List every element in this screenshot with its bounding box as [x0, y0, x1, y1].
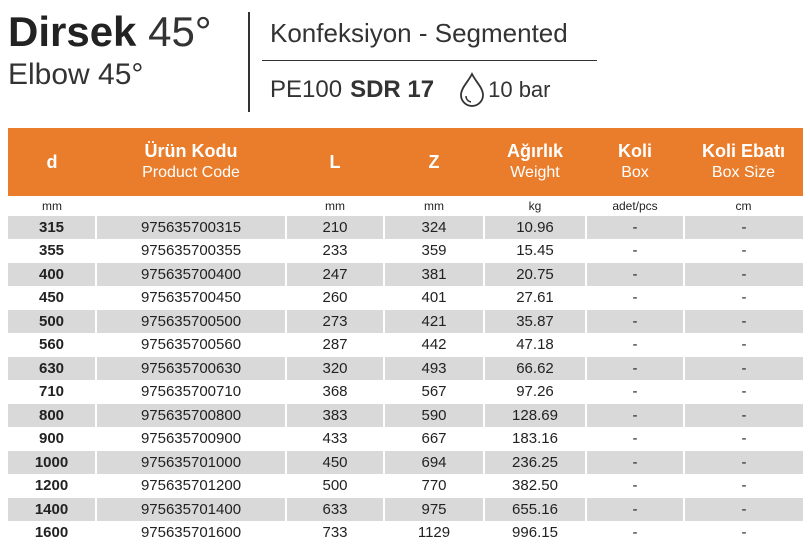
table-cell: 35.87 [484, 310, 586, 334]
col-header-box-size: Koli Ebatı Box Size [684, 128, 803, 196]
unit-cell: adet/pcs [586, 196, 684, 216]
table-cell: 355 [8, 239, 96, 263]
table-cell: 66.62 [484, 357, 586, 381]
table-cell: - [586, 357, 684, 381]
unit-cell: cm [684, 196, 803, 216]
table-cell: 975635701000 [96, 451, 286, 475]
table-cell: - [684, 521, 803, 545]
table-cell: 381 [384, 263, 484, 287]
table-row [8, 216, 803, 240]
table-cell: 770 [384, 474, 484, 498]
table-cell: 975635700630 [96, 357, 286, 381]
table-cell: 236.25 [484, 451, 586, 475]
table-row [8, 404, 803, 428]
table-cell: 1400 [8, 498, 96, 522]
table-cell: 975635700400 [96, 263, 286, 287]
table-cell: - [586, 498, 684, 522]
table-cell: 975635700355 [96, 239, 286, 263]
table-cell: 287 [286, 333, 384, 357]
table-cell: - [684, 239, 803, 263]
table-row [8, 521, 803, 545]
unit-cell: kg [484, 196, 586, 216]
table-cell: - [586, 286, 684, 310]
table-cell: 10.96 [484, 216, 586, 240]
table-cell: 975635700315 [96, 216, 286, 240]
table-cell: 633 [286, 498, 384, 522]
table-cell: 1600 [8, 521, 96, 545]
table-row [8, 239, 803, 263]
table-cell: - [684, 286, 803, 310]
table-cell: - [684, 263, 803, 287]
table-cell: 183.16 [484, 427, 586, 451]
table-cell: - [684, 404, 803, 428]
table-cell: 401 [384, 286, 484, 310]
col-header-box: Koli Box [586, 128, 684, 196]
table-cell: 273 [286, 310, 384, 334]
table-cell: 128.69 [484, 404, 586, 428]
divider-horizontal [262, 60, 597, 61]
col-header-l: L [286, 128, 384, 196]
table-row [8, 357, 803, 381]
table-cell: 975635701400 [96, 498, 286, 522]
col-header-z: Z [384, 128, 484, 196]
table-cell: - [586, 263, 684, 287]
table-row [8, 333, 803, 357]
table-cell: 800 [8, 404, 96, 428]
table-cell: 442 [384, 333, 484, 357]
col-header-weight: Ağırlık Weight [484, 128, 586, 196]
material-label: PE100 [270, 76, 343, 103]
page-subtitle: Elbow 45° [8, 58, 144, 91]
table-cell: 97.26 [484, 380, 586, 404]
table-cell: 560 [8, 333, 96, 357]
page-title [8, 10, 212, 54]
table-cell: 247 [286, 263, 384, 287]
table-cell: 975635701200 [96, 474, 286, 498]
table-cell: 500 [286, 474, 384, 498]
table-cell: 400 [8, 263, 96, 287]
table-cell: 260 [286, 286, 384, 310]
table-cell: - [684, 333, 803, 357]
table-cell: 368 [286, 380, 384, 404]
table-cell: 315 [8, 216, 96, 240]
table-row [8, 451, 803, 475]
col-header-product-code: Ürün Kodu Product Code [96, 128, 286, 196]
divider-vertical [248, 12, 250, 112]
table-cell: - [586, 451, 684, 475]
table-cell: 433 [286, 427, 384, 451]
table-cell: 450 [8, 286, 96, 310]
table-cell: 210 [286, 216, 384, 240]
table-cell: - [586, 216, 684, 240]
table-row [8, 263, 803, 287]
table-cell: 233 [286, 239, 384, 263]
title-block [8, 10, 212, 92]
table-row [8, 380, 803, 404]
table-cell: 47.18 [484, 333, 586, 357]
table-cell: 383 [286, 404, 384, 428]
table-cell: - [586, 427, 684, 451]
table-cell: 733 [286, 521, 384, 545]
table-cell: - [684, 427, 803, 451]
table-cell: 710 [8, 380, 96, 404]
table-cell: - [586, 239, 684, 263]
table-cell: 975635700800 [96, 404, 286, 428]
title-bold: Dirsek [8, 8, 137, 55]
table-cell: - [684, 216, 803, 240]
table-header-row [8, 128, 803, 196]
spec-line [270, 72, 551, 108]
table-cell: 975635700500 [96, 310, 286, 334]
table-cell: - [684, 451, 803, 475]
table-cell: 567 [384, 380, 484, 404]
product-table [8, 128, 803, 545]
table-cell: 1200 [8, 474, 96, 498]
table-cell: 20.75 [484, 263, 586, 287]
table-cell: - [684, 474, 803, 498]
table-cell: 493 [384, 357, 484, 381]
table-row [8, 498, 803, 522]
table-cell: - [684, 357, 803, 381]
table-cell: - [684, 380, 803, 404]
table-cell: 382.50 [484, 474, 586, 498]
table-cell: 450 [286, 451, 384, 475]
table-cell: 1000 [8, 451, 96, 475]
table-cell: 630 [8, 357, 96, 381]
table-cell: 694 [384, 451, 484, 475]
unit-cell: mm [384, 196, 484, 216]
table-cell: 655.16 [484, 498, 586, 522]
konfeksiyon-label: Konfeksiyon - Segmented [270, 18, 568, 48]
table-cell: 1129 [384, 521, 484, 545]
table-cell: 975 [384, 498, 484, 522]
col-header-d: d [8, 128, 96, 196]
table-cell: 320 [286, 357, 384, 381]
table-cell: - [586, 380, 684, 404]
table-cell: - [586, 474, 684, 498]
table-cell: 975635700900 [96, 427, 286, 451]
table-cell: 975635701600 [96, 521, 286, 545]
table-cell: 900 [8, 427, 96, 451]
table-row [8, 310, 803, 334]
table-cell: 975635700450 [96, 286, 286, 310]
table-cell: 15.45 [484, 239, 586, 263]
sdr-label: SDR 17 [350, 76, 435, 103]
table-cell: 996.15 [484, 521, 586, 545]
table-row [8, 427, 803, 451]
table-cell: - [684, 498, 803, 522]
table-cell: - [684, 310, 803, 334]
drop-icon [458, 72, 486, 108]
pressure-label: 10 bar [488, 77, 551, 102]
table-cell: 975635700560 [96, 333, 286, 357]
table-cell: 421 [384, 310, 484, 334]
table-cell: - [586, 521, 684, 545]
table-row [8, 474, 803, 498]
table-cell: - [586, 310, 684, 334]
table-cell: 975635700710 [96, 380, 286, 404]
table-cell: 590 [384, 404, 484, 428]
title-angle: 45° [148, 8, 212, 55]
unit-cell: mm [8, 196, 96, 216]
table-cell: 500 [8, 310, 96, 334]
table-cell: 324 [384, 216, 484, 240]
table-cell: 667 [384, 427, 484, 451]
table-cell: 359 [384, 239, 484, 263]
table-row [8, 286, 803, 310]
table-cell: 27.61 [484, 286, 586, 310]
table-cell: - [586, 333, 684, 357]
unit-cell [96, 196, 286, 216]
units-row [8, 196, 803, 216]
table-cell: - [586, 404, 684, 428]
unit-cell: mm [286, 196, 384, 216]
